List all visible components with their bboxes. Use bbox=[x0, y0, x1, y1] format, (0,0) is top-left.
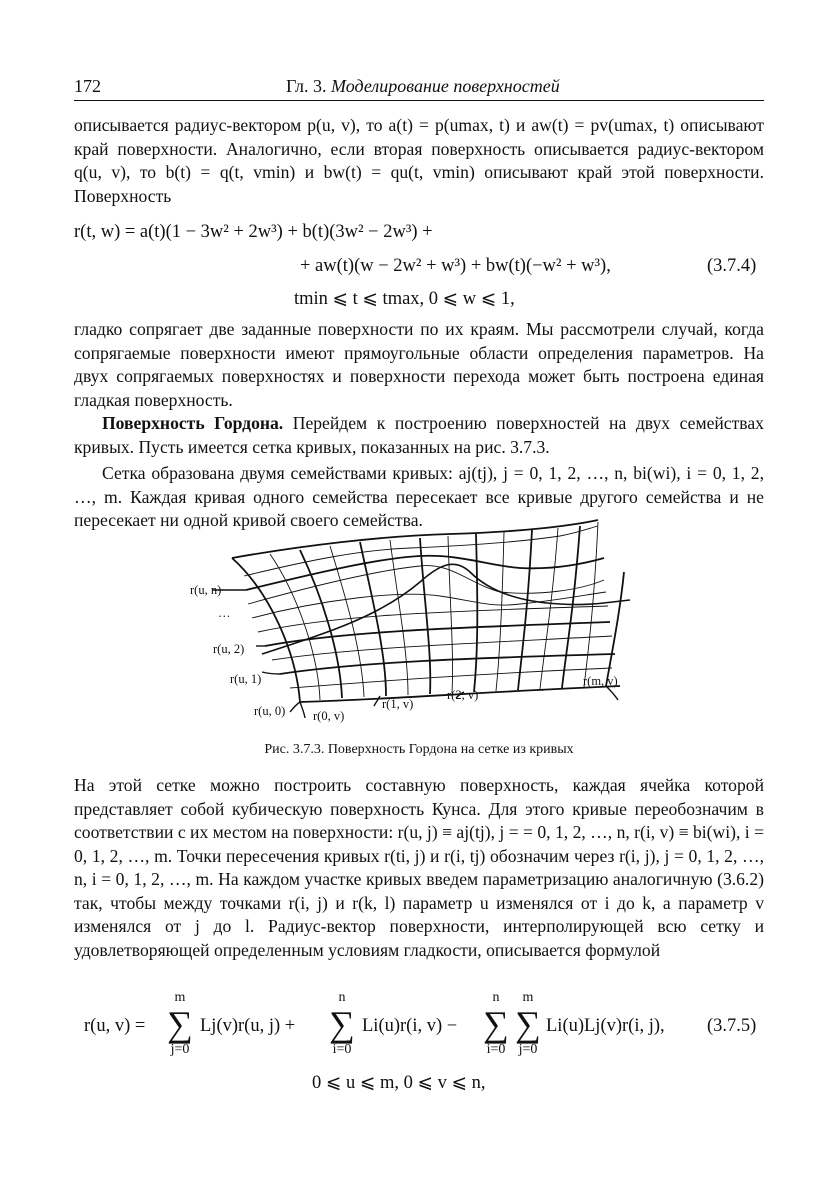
sum3-upper-limit: n bbox=[492, 990, 500, 1005]
mesh-curve-end bbox=[374, 696, 380, 706]
sigma-symbol: ∑ bbox=[167, 1004, 193, 1044]
equation-3-7-5-term-2: Li(u)r(i, v) − bbox=[362, 1016, 458, 1036]
sum1-upper-limit: m bbox=[174, 990, 186, 1005]
sigma-symbol: ∑ bbox=[515, 1004, 541, 1044]
label-r-u-2: r(u, 2) bbox=[213, 642, 245, 656]
figure-caption: Рис. 3.7.3. Поверхность Гордона на сетке из кривых bbox=[264, 742, 574, 757]
sum4-lower-limit: j=0 bbox=[518, 1042, 538, 1057]
mesh-curve-end bbox=[262, 672, 280, 674]
label-dots-bottom: … bbox=[532, 680, 545, 694]
paragraph-5: На этой сетке можно построить составную поверхность, каждая ячейка которой представляет собой кубическую поверхность Кунса. Для этого кривые переобозначим в соответствии с их местом на поверхности: r(u, j) ≡ aj(tj), j = = 0, 1, 2, …, n, r(i, v) ≡ bi(wi), i = 0, 1, 2, …, m. Точки пересечения кривых r(ti, j) и r(i, tj) обозначим через r(i, j), j = 0, 1, 2, …, n, i = 0, 1, 2, …, m. На каждом участке кривых введем параметризацию аналогичную (3.6.2) так, чтобы между точками r(i, j) и r(k, l) параметр u изменялся от i до k, а параметр v изменялся от j до l. Радиус-вектор поверхности, интерполирующей всю сетку и удовлетворяющей определенным условиям гладкости, описывается формулой bbox=[74, 775, 764, 960]
mesh-curve-u bbox=[265, 622, 610, 646]
sum3-lower-limit: i=0 bbox=[486, 1042, 506, 1057]
equation-3-7-4-line-3: tmin ⩽ t ⩽ tmax, 0 ⩽ w ⩽ 1, bbox=[294, 289, 515, 309]
label-r-u-1: r(u, 1) bbox=[230, 672, 262, 686]
chapter-title: Моделирование поверхностей bbox=[331, 76, 560, 96]
mesh-curve-v bbox=[496, 532, 504, 691]
mesh-curve-v bbox=[518, 530, 532, 690]
equation-number-3-7-4: (3.7.4) bbox=[707, 256, 757, 276]
sum-operator-1 bbox=[162, 990, 198, 1058]
label-r-0-v: r(0, v) bbox=[313, 709, 345, 723]
label-dots-left: … bbox=[218, 606, 231, 620]
mesh-curve-v bbox=[448, 536, 453, 693]
sum2-lower-limit: i=0 bbox=[332, 1042, 352, 1057]
paragraph-3 bbox=[74, 412, 764, 459]
equation-number-3-7-5: (3.7.5) bbox=[707, 1016, 757, 1036]
paragraph-3-text: Перейдем к построению поверхностей на двух семействах кривых. Пусть имеется сетка кривых, показанных на рис. 3.7.3. bbox=[74, 413, 764, 457]
sigma-symbol: ∑ bbox=[483, 1004, 509, 1044]
label-r-2-v: r(2, v) bbox=[447, 688, 479, 702]
mesh-curve-u bbox=[248, 566, 604, 604]
sum2-upper-limit: n bbox=[338, 990, 346, 1005]
page-number: 172 bbox=[74, 76, 101, 96]
paragraph-2: гладко сопрягает две заданные поверхности по их краям. Мы рассмотрели случай, когда сопрягаемые поверхности имеют прямоугольные области определения параметров. На двух сопрягаемых поверхностях и поверхности перехода может быть построена единая гладкая поверхность. bbox=[74, 319, 764, 410]
chapter-number: Гл. 3. bbox=[286, 76, 327, 96]
paragraph-4: Сетка образована двумя семействами кривых: aj(tj), j = 0, 1, 2, …, n, bi(wi), i = 0, 1, 2, …, m. Каждая кривая одного семейства пересекает все кривые другого семейства и не пересекает ни одной кривой своего семейства. bbox=[74, 463, 764, 530]
label-r-u-n: r(u, n) bbox=[190, 583, 222, 597]
equation-3-7-5-domain: 0 ⩽ u ⩽ m, 0 ⩽ v ⩽ n, bbox=[312, 1073, 486, 1093]
equation-3-7-5-term-3: Li(u)Lj(v)r(i, j), bbox=[546, 1016, 665, 1036]
mesh-curve-end bbox=[300, 702, 305, 718]
gordon-surface-figure bbox=[0, 512, 827, 762]
sigma-symbol: ∑ bbox=[329, 1004, 355, 1044]
mesh-curve-v bbox=[606, 572, 624, 686]
mesh-curve-v bbox=[420, 538, 430, 694]
paragraph-1: описывается радиус-вектором p(u, v), то a(t) = p(umax, t) и aw(t) = pv(umax, t) описывают край поверхности. Аналогично, если вторая поверхность описывается радиус-вектором q(u, v), то b(t) = q(t, vmin) и bw(t) = qu(t, vmin) описывают край этой поверхности. Поверхность bbox=[74, 115, 764, 206]
sum-operator-2 bbox=[324, 990, 360, 1058]
mesh-curve-end bbox=[290, 702, 300, 712]
mesh-curve-v bbox=[360, 542, 386, 696]
section-run-in-title: Поверхность Гордона. bbox=[102, 413, 284, 433]
mesh-curve-u bbox=[232, 520, 598, 558]
page-header bbox=[74, 74, 764, 101]
label-r-m-v: r(m, v) bbox=[583, 674, 618, 688]
equation-3-7-4-line-2: + aw(t)(w − 2w² + w³) + bw(t)(−w² + w³), bbox=[300, 256, 611, 276]
running-head bbox=[286, 76, 560, 97]
equation-3-7-5-term-1: Lj(v)r(u, j) + bbox=[200, 1016, 296, 1036]
mesh-curve-v bbox=[390, 540, 408, 695]
mesh-curve-u bbox=[252, 592, 606, 618]
label-r-1-v: r(1, v) bbox=[382, 697, 414, 711]
equation-3-7-5-lhs: r(u, v) = bbox=[84, 1016, 146, 1036]
sum1-lower-limit: j=0 bbox=[170, 1042, 190, 1057]
sum-operator-3 bbox=[478, 990, 514, 1058]
equation-3-7-4-line-1: r(t, w) = a(t)(1 − 3w² + 2w³) + b(t)(3w² − 2w³) + bbox=[74, 222, 433, 242]
mesh-curve-u bbox=[246, 556, 604, 590]
sum4-upper-limit: m bbox=[522, 990, 534, 1005]
label-r-u-0: r(u, 0) bbox=[254, 704, 286, 718]
mesh-curve-v bbox=[474, 534, 477, 692]
mesh-curve-u bbox=[258, 606, 608, 632]
sum-operator-4 bbox=[510, 990, 546, 1058]
